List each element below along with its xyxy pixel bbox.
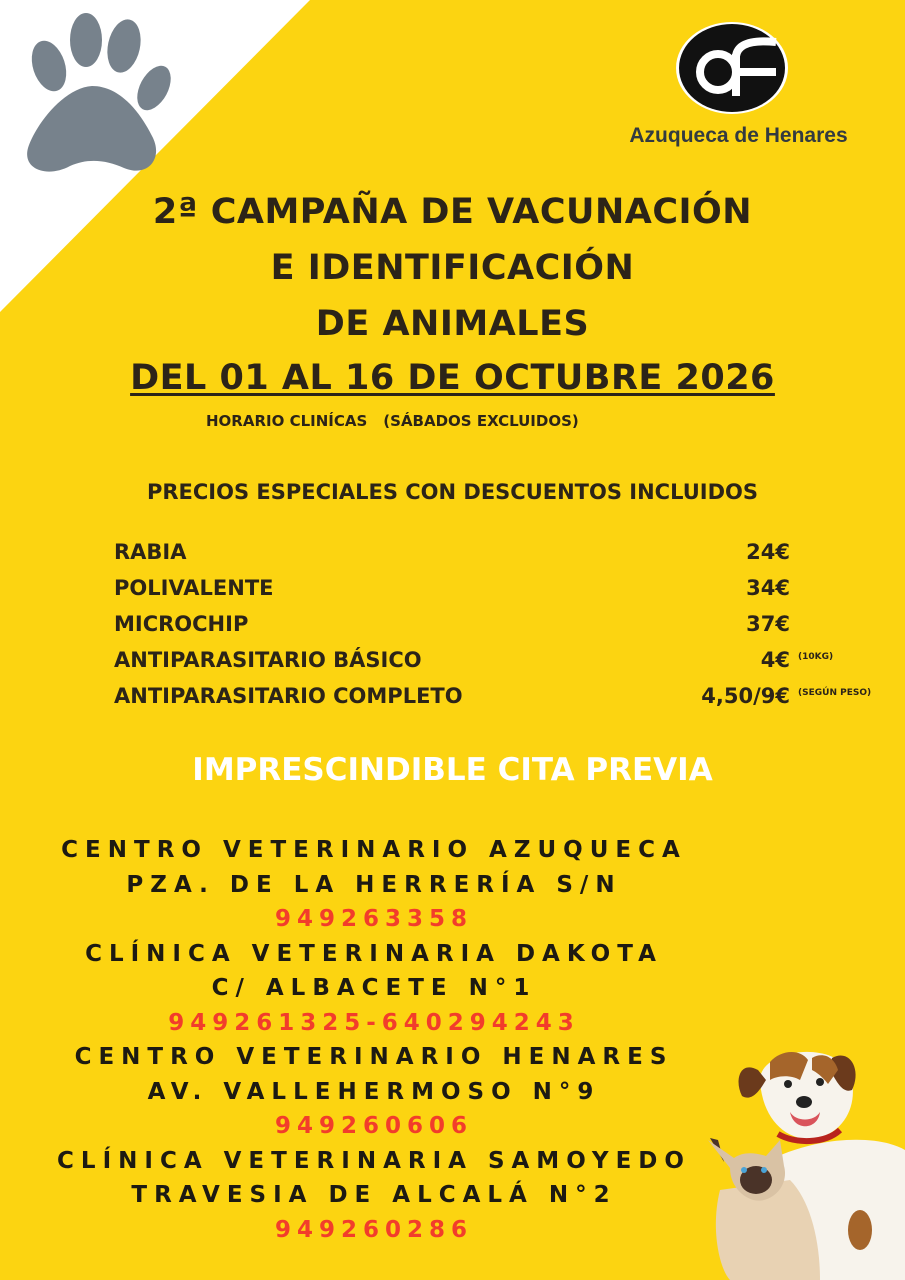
logo-mark: [676, 20, 792, 116]
price-value: 37€: [746, 612, 790, 636]
dog-and-cat-photo: [700, 1040, 905, 1280]
price-name: POLIVALENTE: [114, 576, 274, 600]
price-value: 34€: [746, 576, 790, 600]
price-row: [114, 576, 894, 612]
price-name: RABIA: [114, 540, 187, 564]
price-row: [114, 612, 894, 648]
schedule-excluded: (SÁBADOS EXCLUIDOS): [383, 412, 579, 430]
clinic-name: CENTRO VETERINARIO HENARES: [74, 1044, 674, 1070]
price-name: MICROCHIP: [114, 612, 249, 636]
clinic-list: [0, 833, 748, 1247]
clinic-name: CLÍNICA VETERINARIA DAKOTA: [85, 940, 663, 967]
price-value: 4€: [760, 648, 790, 672]
schedule-hours: HORARIO CLINÍCAS: [206, 412, 368, 430]
appointment-notice: IMPRESCINDIBLE CITA PREVIA: [192, 752, 713, 788]
schedule-note: [206, 412, 579, 430]
clinic-address: PZA. DE LA HERRERÍA S/N: [126, 871, 622, 898]
title-line-3: DE ANIMALES: [315, 304, 590, 344]
price-row: [114, 648, 894, 684]
clinic-address: TRAVESIA DE ALCALÁ N°2: [131, 1182, 617, 1208]
price-value: 4,50/9€: [701, 684, 790, 708]
clinic-phone[interactable]: 949261325-640294243: [168, 1009, 580, 1036]
price-note: (SEGÚN PESO): [798, 688, 872, 698]
price-row: [114, 684, 894, 720]
price-value: 24€: [746, 540, 790, 564]
title-line-1: 2ª CAMPAÑA DE VACUNACIÓN: [152, 192, 753, 232]
clinic-phone[interactable]: 949263358: [274, 906, 474, 932]
clinic-phone[interactable]: 949260286: [274, 1216, 474, 1243]
prices-heading: PRECIOS ESPECIALES CON DESCUENTOS INCLUIDOS: [146, 480, 759, 504]
price-name: ANTIPARASITARIO BÁSICO: [114, 648, 422, 672]
price-note: (10KG): [798, 652, 834, 662]
paw-icon: [14, 8, 174, 178]
price-name: ANTIPARASITARIO COMPLETO: [114, 684, 463, 708]
title-line-2: E IDENTIFICACIÓN: [270, 248, 635, 288]
clinic-phone[interactable]: 949260606: [274, 1113, 474, 1139]
price-row: [114, 540, 894, 576]
clinic-name: CLÍNICA VETERINARIA SAMOYEDO: [57, 1147, 691, 1174]
logo-text: Azuqueca de Henares: [629, 124, 848, 147]
clinic-address: C/ ALBACETE N°1: [211, 975, 537, 1001]
campaign-dates: [0, 358, 905, 398]
campaign-dates-text: DEL 01 AL 16 DE OCTUBRE 2026: [130, 358, 775, 398]
clinic-name: CENTRO VETERINARIO AZUQUECA: [61, 837, 687, 863]
price-list: [114, 540, 894, 720]
clinic-address: AV. VALLEHERMOSO N°9: [147, 1078, 601, 1105]
